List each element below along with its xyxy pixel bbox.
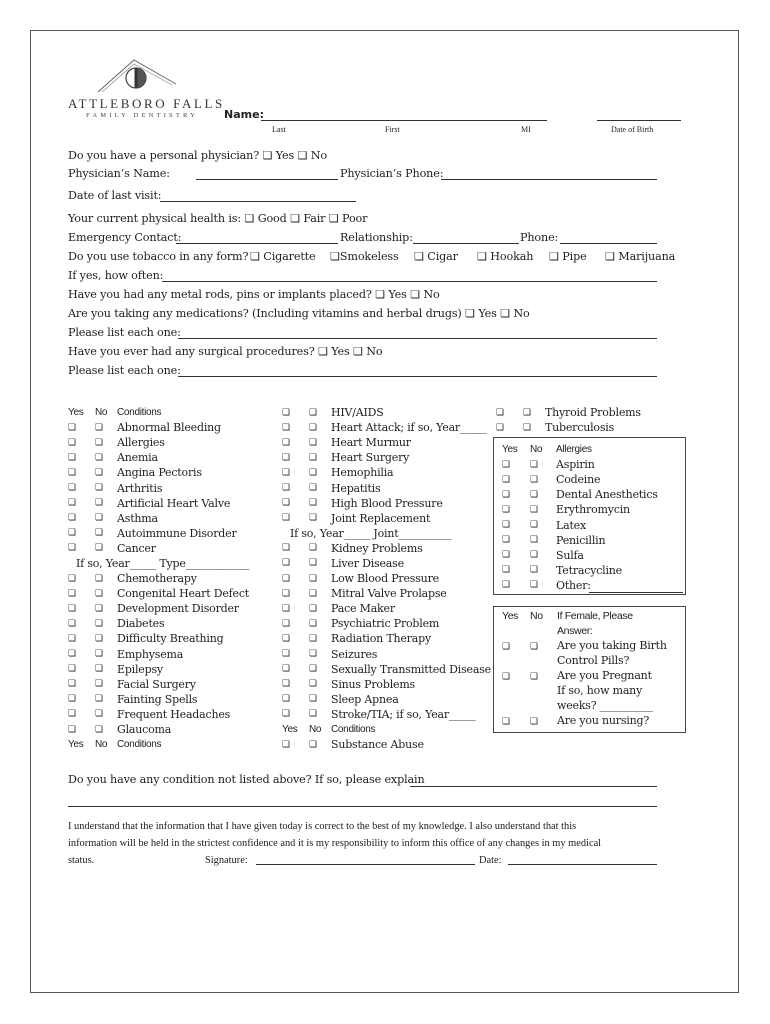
birth-control-no-checkbox[interactable]: ❏ bbox=[530, 642, 539, 652]
condition-row bbox=[282, 677, 494, 692]
yes-checkbox[interactable]: ❏ bbox=[502, 489, 511, 500]
condition-label: Emphysema bbox=[117, 647, 184, 661]
physician-question[interactable]: Do you have a personal physician? ❏ Yes ❏ No bbox=[68, 149, 327, 162]
medications-list-field[interactable] bbox=[178, 338, 657, 339]
condition-label: Pace Maker bbox=[331, 602, 395, 616]
condition-row bbox=[68, 647, 278, 662]
dob-caption: Date of Birth bbox=[611, 125, 654, 134]
yes-checkbox[interactable]: ❏ bbox=[68, 528, 77, 539]
condition-label: Codeine bbox=[556, 473, 601, 487]
no-checkbox[interactable]: ❏ bbox=[95, 528, 104, 539]
last-visit-field[interactable] bbox=[160, 201, 356, 202]
condition-row bbox=[282, 450, 494, 465]
yes-checkbox[interactable]: ❏ bbox=[502, 580, 511, 591]
condition-row bbox=[502, 472, 682, 487]
statement-line-3: status. bbox=[68, 855, 95, 866]
condition-label: Heart Murmur bbox=[331, 436, 411, 450]
allergies-list bbox=[502, 442, 682, 593]
condition-row bbox=[68, 662, 278, 677]
no-checkbox[interactable]: ❏ bbox=[530, 504, 539, 515]
condition-row bbox=[282, 465, 494, 480]
cancer-followup[interactable]: If so, Year_____ Type____________ bbox=[76, 556, 250, 570]
phone-field[interactable] bbox=[560, 243, 657, 244]
mi-caption: MI bbox=[521, 125, 531, 134]
date-field[interactable] bbox=[508, 864, 657, 865]
condition-row bbox=[282, 541, 494, 556]
emergency-contact-field[interactable] bbox=[176, 243, 338, 244]
yes-checkbox[interactable]: ❏ bbox=[502, 565, 511, 576]
no-checkbox[interactable]: ❏ bbox=[530, 580, 539, 591]
condition-label: Sexually Transmitted Disease bbox=[331, 662, 491, 676]
no-checkbox[interactable]: ❏ bbox=[95, 467, 104, 478]
relationship-field[interactable] bbox=[413, 243, 519, 244]
no-checkbox[interactable]: ❏ bbox=[309, 498, 318, 509]
last-visit-label: Date of last visit: bbox=[68, 189, 162, 202]
condition-label: Difficulty Breathing bbox=[117, 632, 224, 646]
condition-label: Fainting Spells bbox=[117, 692, 198, 706]
condition-row bbox=[282, 405, 494, 420]
yes-checkbox[interactable]: ❏ bbox=[502, 535, 511, 546]
no-checkbox[interactable]: ❏ bbox=[95, 618, 104, 629]
condition-row bbox=[282, 692, 494, 707]
conditions-column-2 bbox=[282, 405, 494, 752]
no-checkbox[interactable]: ❏ bbox=[309, 407, 318, 418]
condition-label: Congenital Heart Defect bbox=[117, 587, 249, 601]
condition-label: Allergies bbox=[117, 436, 165, 450]
no-checkbox[interactable]: ❏ bbox=[309, 452, 318, 463]
condition-row bbox=[282, 601, 494, 616]
birth-control-yes-checkbox[interactable]: ❏ bbox=[502, 642, 511, 652]
conditions-footer: Conditions bbox=[117, 739, 162, 751]
no-checkbox[interactable]: ❏ bbox=[95, 543, 104, 554]
no-checkbox[interactable]: ❏ bbox=[523, 407, 532, 418]
practice-name: ATTLEBORO FALLS bbox=[68, 96, 225, 111]
condition-row bbox=[282, 616, 494, 631]
condition-label: Dental Anesthetics bbox=[556, 488, 658, 502]
condition-label: Erythromycin bbox=[556, 503, 630, 517]
no-checkbox[interactable]: ❏ bbox=[95, 709, 104, 720]
no-checkbox[interactable]: ❏ bbox=[530, 489, 539, 500]
condition-label: Epilepsy bbox=[117, 662, 163, 676]
no-checkbox[interactable]: ❏ bbox=[309, 513, 318, 524]
condition-row bbox=[68, 465, 278, 480]
condition-row bbox=[502, 548, 682, 563]
condition-label: Liver Disease bbox=[331, 556, 404, 570]
metal-implants-question[interactable]: Have you had any metal rods, pins or implants placed? ❏ Yes ❏ No bbox=[68, 288, 440, 301]
pregnant-weeks-question: If so, how many bbox=[557, 684, 643, 697]
no-header: No bbox=[95, 407, 108, 419]
condition-label: Other: bbox=[556, 578, 591, 592]
yes-checkbox[interactable]: ❏ bbox=[282, 603, 291, 614]
practice-tagline: FAMILY DENTISTRY bbox=[86, 112, 199, 119]
physician-phone-field[interactable] bbox=[441, 179, 657, 180]
physician-phone-label: Physician’s Phone: bbox=[340, 167, 444, 180]
first-name-caption: First bbox=[385, 125, 400, 134]
condition-row bbox=[68, 480, 278, 495]
no-checkbox[interactable]: ❏ bbox=[523, 422, 532, 433]
no-checkbox[interactable]: ❏ bbox=[95, 422, 104, 433]
condition-label: Anemia bbox=[117, 451, 158, 465]
no-checkbox[interactable]: ❏ bbox=[309, 664, 318, 675]
emergency-contact-label: Emergency Contact: bbox=[68, 231, 182, 244]
condition-row bbox=[68, 586, 278, 601]
yes-checkbox[interactable]: ❏ bbox=[68, 437, 77, 448]
yes-checkbox[interactable]: ❏ bbox=[68, 422, 77, 433]
physician-name-label: Physician’s Name: bbox=[68, 167, 170, 180]
yes-checkbox[interactable]: ❏ bbox=[282, 709, 291, 720]
yes-checkbox[interactable]: ❏ bbox=[282, 558, 291, 569]
female-header-answer: Answer: bbox=[557, 625, 593, 637]
condition-row bbox=[68, 541, 278, 556]
condition-label: Penicillin bbox=[556, 533, 606, 547]
surgical-list-label: Please list each one: bbox=[68, 364, 181, 377]
yes-checkbox[interactable]: ❏ bbox=[282, 543, 291, 554]
condition-row bbox=[68, 571, 278, 586]
condition-row bbox=[68, 707, 278, 722]
condition-row bbox=[282, 647, 494, 662]
condition-label: Psychiatric Problem bbox=[331, 617, 440, 631]
yes-checkbox[interactable]: ❏ bbox=[282, 407, 291, 418]
condition-label: Development Disorder bbox=[117, 602, 239, 616]
other-condition-field-line2[interactable] bbox=[68, 806, 657, 807]
date-label: Date: bbox=[479, 855, 502, 866]
condition-label: High Blood Pressure bbox=[331, 496, 443, 510]
how-often-label: If yes, how often: bbox=[68, 269, 164, 282]
condition-label: Facial Surgery bbox=[117, 677, 196, 691]
condition-row bbox=[68, 601, 278, 616]
condition-label: Joint Replacement bbox=[331, 511, 431, 525]
condition-row bbox=[282, 707, 494, 722]
no-checkbox[interactable]: ❏ bbox=[530, 474, 539, 485]
conditions-column-3 bbox=[496, 405, 676, 435]
no-checkbox[interactable]: ❏ bbox=[95, 649, 104, 660]
yes-checkbox[interactable]: ❏ bbox=[496, 407, 505, 418]
no-checkbox[interactable]: ❏ bbox=[530, 520, 539, 531]
nursing-no-checkbox[interactable]: ❏ bbox=[530, 717, 539, 727]
no-checkbox[interactable]: ❏ bbox=[95, 513, 104, 524]
condition-label: Diabetes bbox=[117, 617, 165, 631]
condition-label: Radiation Therapy bbox=[331, 632, 431, 646]
no-checkbox[interactable]: ❏ bbox=[309, 709, 318, 720]
no-checkbox[interactable]: ❏ bbox=[95, 573, 104, 584]
yes-checkbox[interactable]: ❏ bbox=[282, 618, 291, 629]
conditions-header: Conditions bbox=[117, 407, 162, 419]
no-checkbox[interactable]: ❏ bbox=[309, 422, 318, 433]
yes-checkbox[interactable]: ❏ bbox=[282, 452, 291, 463]
health-question[interactable]: Your current physical health is: ❏ Good ❏ Fair ❏ Poor bbox=[68, 212, 368, 225]
female-header: If Female, Please bbox=[557, 610, 633, 622]
nursing-yes-checkbox[interactable]: ❏ bbox=[502, 717, 511, 727]
condition-row bbox=[496, 405, 676, 420]
yes-checkbox[interactable]: ❏ bbox=[68, 633, 77, 644]
yes-checkbox[interactable]: ❏ bbox=[282, 633, 291, 644]
condition-row bbox=[282, 737, 494, 752]
tobacco-cigarette[interactable]: ❏ Cigarette bbox=[250, 250, 316, 263]
phone-label: Phone: bbox=[520, 231, 559, 244]
signature-field[interactable] bbox=[256, 864, 475, 865]
no-checkbox[interactable]: ❏ bbox=[95, 603, 104, 614]
condition-label: Artificial Heart Valve bbox=[117, 496, 231, 510]
yes-checkbox[interactable]: ❏ bbox=[282, 422, 291, 433]
condition-label: Heart Attack; if so, Year_____ bbox=[331, 421, 487, 435]
no-checkbox[interactable]: ❏ bbox=[95, 694, 104, 705]
condition-row bbox=[68, 511, 278, 526]
other-condition-question: Do you have any condition not listed above? If so, please explain bbox=[68, 773, 425, 786]
no-footer-2: No bbox=[309, 724, 322, 736]
condition-row bbox=[502, 517, 682, 532]
condition-label: Seizures bbox=[331, 647, 378, 661]
name-label: Name bbox=[224, 108, 260, 121]
medications-list-label: Please list each one: bbox=[68, 326, 181, 339]
yes-checkbox[interactable]: ❏ bbox=[282, 739, 291, 750]
yes-checkbox[interactable]: ❏ bbox=[68, 588, 77, 599]
condition-row bbox=[502, 533, 682, 548]
yes-footer: Yes bbox=[68, 739, 84, 751]
no-checkbox[interactable]: ❏ bbox=[95, 498, 104, 509]
condition-row bbox=[282, 435, 494, 450]
yes-checkbox[interactable]: ❏ bbox=[68, 724, 77, 735]
condition-label: Sulfa bbox=[556, 548, 584, 562]
dob-field[interactable] bbox=[597, 120, 681, 121]
condition-row bbox=[502, 487, 682, 502]
no-checkbox[interactable]: ❏ bbox=[95, 679, 104, 690]
condition-row bbox=[502, 578, 682, 593]
no-checkbox[interactable]: ❏ bbox=[530, 550, 539, 561]
condition-label: Kidney Problems bbox=[331, 541, 423, 555]
no-checkbox[interactable]: ❏ bbox=[309, 588, 318, 599]
yes-checkbox[interactable]: ❏ bbox=[282, 467, 291, 478]
condition-row bbox=[68, 420, 278, 435]
condition-row bbox=[282, 571, 494, 586]
condition-label: Tuberculosis bbox=[545, 421, 615, 435]
no-header: No bbox=[530, 610, 543, 622]
yes-checkbox[interactable]: ❏ bbox=[282, 588, 291, 599]
yes-checkbox[interactable]: ❏ bbox=[68, 513, 77, 524]
tobacco-hookah[interactable]: ❏ Hookah bbox=[477, 250, 534, 263]
no-checkbox[interactable]: ❏ bbox=[309, 467, 318, 478]
pregnant-weeks-field[interactable]: weeks? __________ bbox=[557, 699, 653, 712]
condition-label: Frequent Headaches bbox=[117, 707, 231, 721]
no-checkbox[interactable]: ❏ bbox=[309, 694, 318, 705]
yes-checkbox[interactable]: ❏ bbox=[68, 709, 77, 720]
condition-label: Arthritis bbox=[117, 481, 163, 495]
conditions-column-1 bbox=[68, 405, 278, 752]
condition-row bbox=[68, 631, 278, 646]
yes-header: Yes bbox=[502, 610, 519, 622]
condition-label: Glaucoma bbox=[117, 723, 172, 737]
condition-row bbox=[282, 662, 494, 677]
condition-row bbox=[68, 616, 278, 631]
yes-checkbox[interactable]: ❏ bbox=[68, 452, 77, 463]
yes-header: Yes bbox=[502, 444, 518, 456]
statement-line-1: I understand that the information that I have given today is correct to the best of my knowledge. I also understand that this bbox=[68, 821, 577, 832]
no-checkbox[interactable]: ❏ bbox=[309, 633, 318, 644]
pregnant-yes-checkbox[interactable]: ❏ bbox=[502, 672, 511, 682]
condition-label: Hepatitis bbox=[331, 481, 381, 495]
yes-checkbox[interactable]: ❏ bbox=[68, 498, 77, 509]
yes-checkbox[interactable]: ❏ bbox=[282, 649, 291, 660]
condition-label: HIV/AIDS bbox=[331, 406, 384, 420]
yes-checkbox[interactable]: ❏ bbox=[68, 573, 77, 584]
no-footer: No bbox=[95, 739, 108, 751]
condition-label: Autoimmune Disorder bbox=[117, 526, 237, 540]
no-checkbox[interactable]: ❏ bbox=[95, 452, 104, 463]
condition-row bbox=[502, 563, 682, 578]
condition-row bbox=[282, 420, 494, 435]
other-allergy-field[interactable] bbox=[589, 592, 683, 593]
no-checkbox[interactable]: ❏ bbox=[95, 437, 104, 448]
name-field[interactable] bbox=[261, 120, 547, 121]
statement-line-2: information will be held in the strictest confidence and it is my responsibility to inform this office of any changes in my medical bbox=[68, 838, 602, 849]
yes-header: Yes bbox=[68, 407, 84, 419]
relationship-label: Relationship: bbox=[340, 231, 413, 244]
tobacco-smokeless[interactable]: ❏Smokeless bbox=[330, 250, 399, 263]
no-checkbox[interactable]: ❏ bbox=[95, 633, 104, 644]
tobacco-question: Do you use tobacco in any form? bbox=[68, 250, 249, 263]
yes-checkbox[interactable]: ❏ bbox=[502, 459, 511, 470]
yes-checkbox[interactable]: ❏ bbox=[68, 649, 77, 660]
condition-label: Sinus Problems bbox=[331, 677, 415, 691]
allergies-header: Allergies bbox=[556, 444, 592, 456]
no-checkbox[interactable]: ❏ bbox=[95, 588, 104, 599]
surgical-list-field[interactable] bbox=[178, 376, 657, 377]
practice-logo-icon bbox=[96, 54, 178, 98]
yes-checkbox[interactable]: ❏ bbox=[502, 504, 511, 515]
condition-row bbox=[282, 631, 494, 646]
tobacco-marijuana[interactable]: ❏ Marijuana bbox=[605, 250, 676, 263]
condition-label: Heart Surgery bbox=[331, 451, 410, 465]
condition-label: Tetracycline bbox=[556, 563, 622, 577]
condition-row bbox=[68, 692, 278, 707]
condition-label: Angina Pectoris bbox=[117, 466, 202, 480]
yes-checkbox[interactable]: ❏ bbox=[68, 543, 77, 554]
condition-row bbox=[68, 450, 278, 465]
no-checkbox[interactable]: ❏ bbox=[95, 483, 104, 494]
medications-question[interactable]: Are you taking any medications? (Including vitamins and herbal drugs) ❏ Yes ❏ No bbox=[68, 307, 530, 320]
no-checkbox[interactable]: ❏ bbox=[530, 535, 539, 546]
no-checkbox[interactable]: ❏ bbox=[309, 437, 318, 448]
tobacco-cigar[interactable]: ❏ Cigar bbox=[414, 250, 458, 263]
no-checkbox[interactable]: ❏ bbox=[309, 483, 318, 494]
no-checkbox[interactable]: ❏ bbox=[309, 679, 318, 690]
yes-checkbox[interactable]: ❏ bbox=[68, 483, 77, 494]
condition-row bbox=[282, 586, 494, 601]
condition-label: Asthma bbox=[117, 511, 158, 525]
birth-control-question-cont: Control Pills? bbox=[557, 654, 630, 667]
condition-label: Abnormal Bleeding bbox=[117, 421, 221, 435]
no-checkbox[interactable]: ❏ bbox=[309, 543, 318, 554]
condition-row bbox=[282, 480, 494, 495]
yes-checkbox[interactable]: ❏ bbox=[282, 437, 291, 448]
no-checkbox[interactable]: ❏ bbox=[309, 558, 318, 569]
yes-checkbox[interactable]: ❏ bbox=[282, 498, 291, 509]
yes-checkbox[interactable]: ❏ bbox=[282, 483, 291, 494]
yes-checkbox[interactable]: ❏ bbox=[68, 603, 77, 614]
yes-checkbox[interactable]: ❏ bbox=[282, 573, 291, 584]
condition-row bbox=[68, 677, 278, 692]
condition-row bbox=[68, 526, 278, 541]
yes-checkbox[interactable]: ❏ bbox=[282, 679, 291, 690]
no-checkbox[interactable]: ❏ bbox=[309, 649, 318, 660]
condition-row bbox=[68, 435, 278, 450]
yes-checkbox[interactable]: ❏ bbox=[496, 422, 505, 433]
condition-label: Cancer bbox=[117, 541, 156, 555]
condition-label: Substance Abuse bbox=[331, 738, 424, 752]
yes-footer-2: Yes bbox=[282, 724, 298, 736]
condition-label: Hemophilia bbox=[331, 466, 394, 480]
yes-checkbox[interactable]: ❏ bbox=[502, 520, 511, 531]
yes-checkbox[interactable]: ❏ bbox=[68, 618, 77, 629]
condition-row bbox=[496, 420, 676, 435]
no-checkbox[interactable]: ❏ bbox=[309, 603, 318, 614]
birth-control-question: Are you taking Birth bbox=[557, 639, 667, 652]
condition-row bbox=[502, 502, 682, 517]
pregnant-question: Are you Pregnant bbox=[557, 669, 652, 682]
condition-row bbox=[68, 722, 278, 737]
condition-label: Mitral Valve Prolapse bbox=[331, 587, 447, 601]
no-checkbox[interactable]: ❏ bbox=[530, 565, 539, 576]
condition-label: Thyroid Problems bbox=[545, 406, 641, 420]
condition-label: Stroke/TIA; if so, Year_____ bbox=[331, 707, 476, 721]
how-often-field[interactable] bbox=[162, 281, 657, 282]
condition-row bbox=[502, 457, 682, 472]
other-condition-field[interactable] bbox=[410, 786, 657, 787]
condition-row bbox=[282, 556, 494, 571]
yes-checkbox[interactable]: ❏ bbox=[68, 664, 77, 675]
yes-checkbox[interactable]: ❏ bbox=[282, 694, 291, 705]
no-checkbox[interactable]: ❏ bbox=[309, 573, 318, 584]
condition-label: Latex bbox=[556, 518, 586, 532]
nursing-question: Are you nursing? bbox=[557, 714, 650, 727]
pregnant-no-checkbox[interactable]: ❏ bbox=[530, 672, 539, 682]
no-checkbox[interactable]: ❏ bbox=[309, 618, 318, 629]
tobacco-pipe[interactable]: ❏ Pipe bbox=[549, 250, 587, 263]
condition-label: Sleep Apnea bbox=[331, 692, 399, 706]
yes-checkbox[interactable]: ❏ bbox=[502, 550, 511, 561]
signature-label: Signature: bbox=[205, 855, 248, 866]
condition-row bbox=[282, 496, 494, 511]
joint-followup[interactable]: If so, Year_____ Joint__________ bbox=[290, 526, 452, 540]
yes-checkbox[interactable]: ❏ bbox=[68, 694, 77, 705]
no-checkbox[interactable]: ❏ bbox=[530, 459, 539, 470]
condition-row bbox=[282, 511, 494, 526]
yes-checkbox[interactable]: ❏ bbox=[502, 474, 511, 485]
condition-label: Aspirin bbox=[556, 458, 595, 472]
no-checkbox[interactable]: ❏ bbox=[309, 739, 318, 750]
yes-checkbox[interactable]: ❏ bbox=[282, 664, 291, 675]
conditions-footer-2: Conditions bbox=[331, 724, 376, 736]
surgical-question[interactable]: Have you ever had any surgical procedures? ❏ Yes ❏ No bbox=[68, 345, 383, 358]
physician-name-field[interactable] bbox=[196, 179, 338, 180]
yes-checkbox[interactable]: ❏ bbox=[282, 513, 291, 524]
condition-label: Chemotherapy bbox=[117, 572, 197, 586]
yes-checkbox[interactable]: ❏ bbox=[68, 467, 77, 478]
condition-label: Low Blood Pressure bbox=[331, 572, 439, 586]
last-name-caption: Last bbox=[272, 125, 286, 134]
no-checkbox[interactable]: ❏ bbox=[95, 724, 104, 735]
yes-checkbox[interactable]: ❏ bbox=[68, 679, 77, 690]
no-checkbox[interactable]: ❏ bbox=[95, 664, 104, 675]
condition-row bbox=[68, 496, 278, 511]
no-header: No bbox=[530, 444, 543, 456]
